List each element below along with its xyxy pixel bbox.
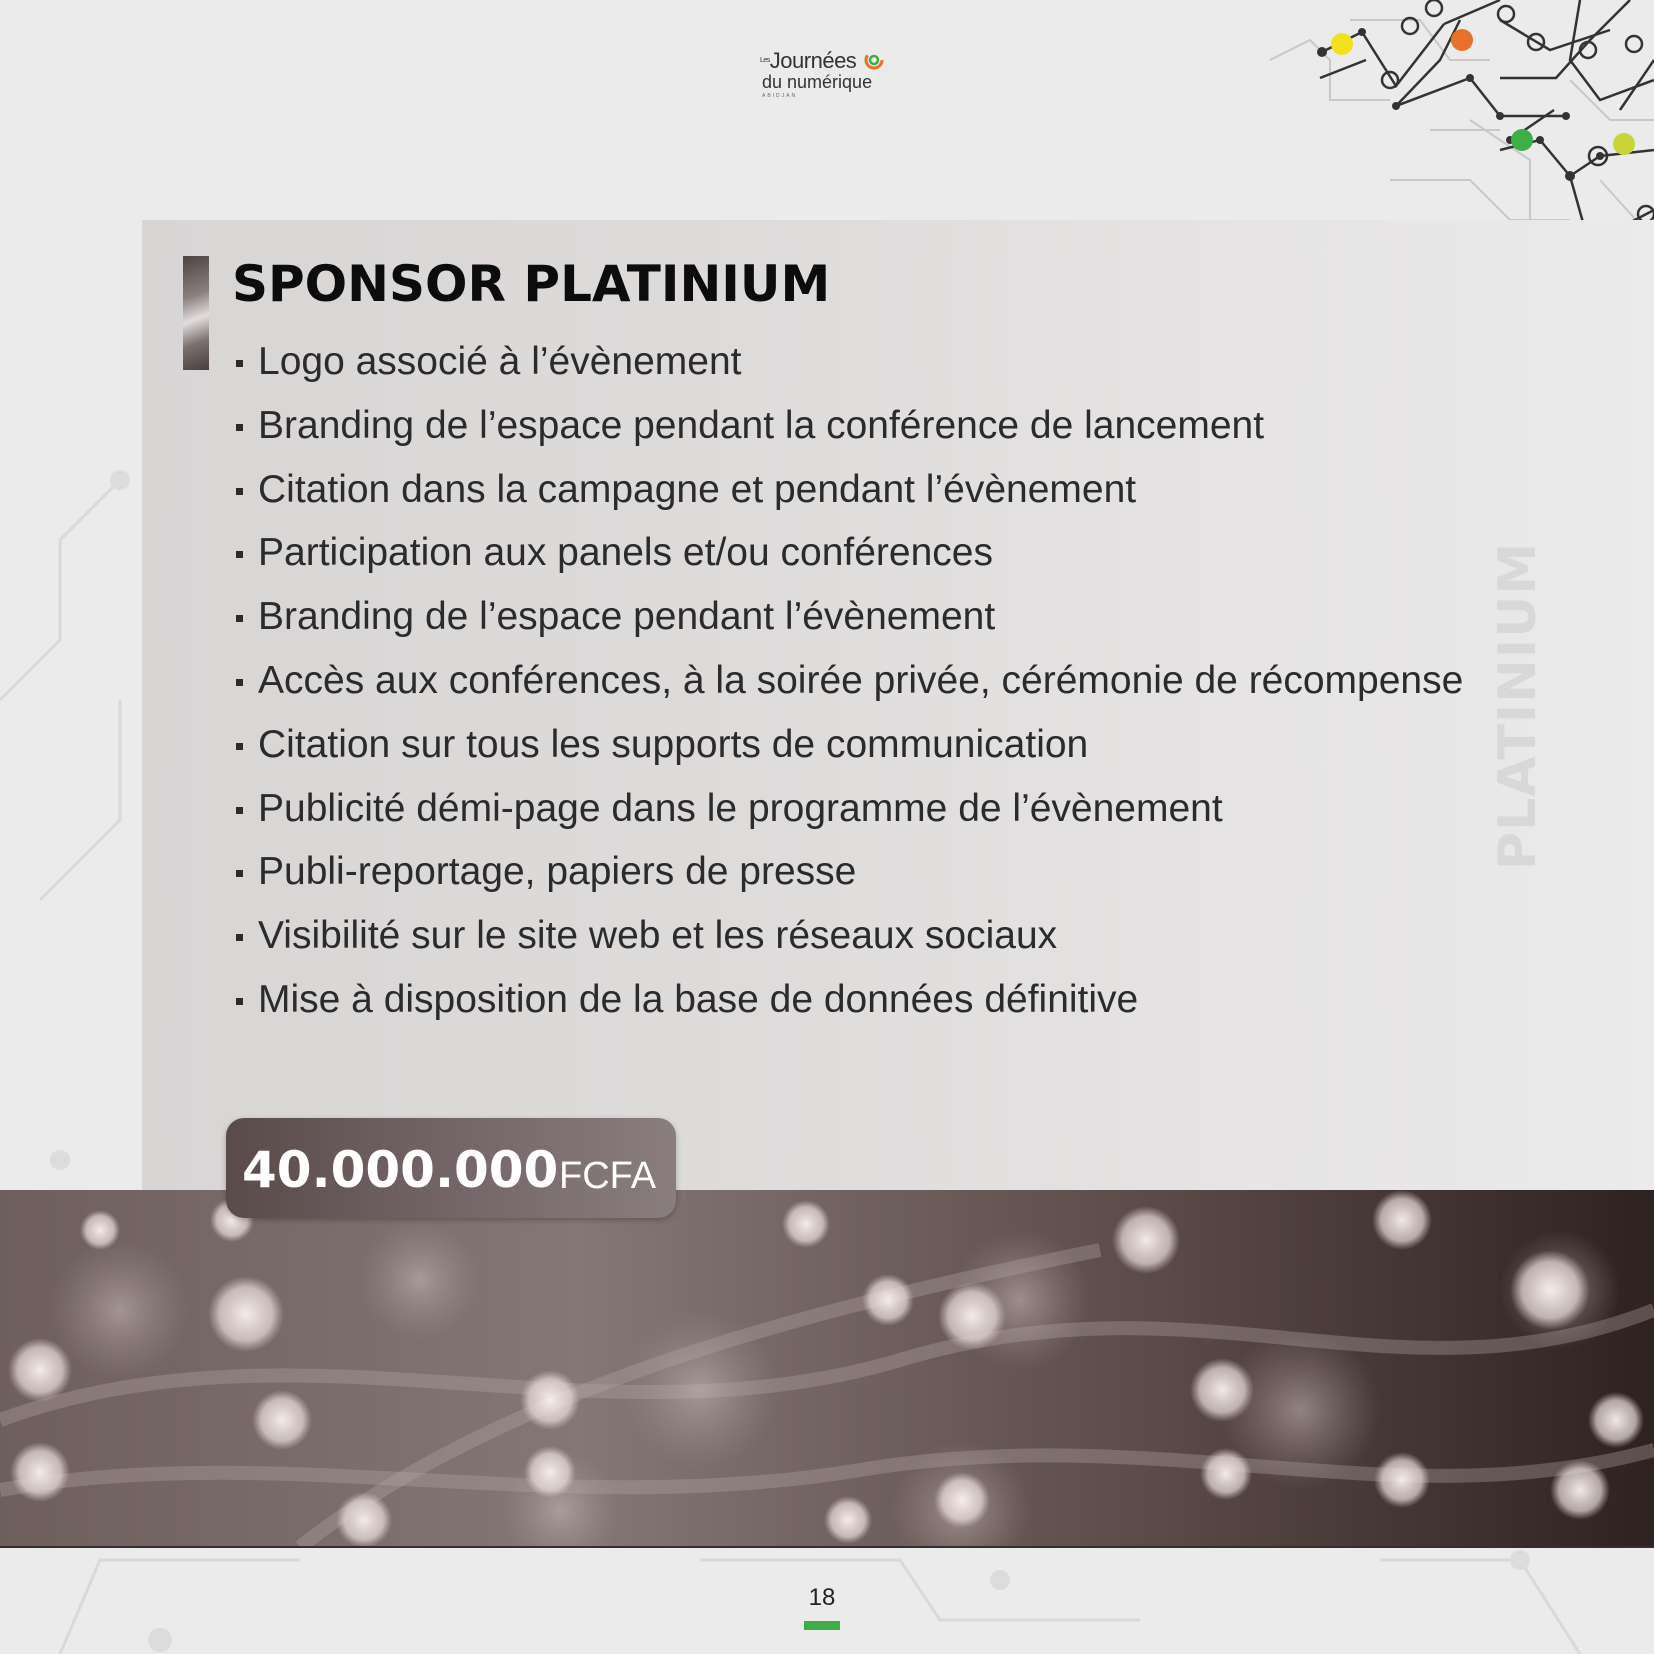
green-node-icon bbox=[1511, 129, 1533, 151]
benefit-text: Accès aux conférences, à la soirée privée, cérémonie de récompense bbox=[258, 658, 1464, 702]
bullet-icon bbox=[236, 424, 243, 431]
logo-title: Journées bbox=[769, 48, 857, 73]
price-amount: 40.000.000 bbox=[242, 1141, 559, 1199]
list-item bbox=[232, 777, 1463, 841]
orange-node-icon bbox=[1451, 29, 1473, 51]
lime-node-icon bbox=[1613, 133, 1635, 155]
list-item bbox=[232, 904, 1463, 968]
photo-bottom-border bbox=[0, 1546, 1654, 1548]
list-item bbox=[232, 330, 1463, 394]
page-number: 18 bbox=[808, 1584, 836, 1611]
benefit-text: Branding de l’espace pendant la conférence de lancement bbox=[258, 403, 1265, 447]
list-item bbox=[232, 649, 1463, 713]
section-title: SPONSOR PLATINIUM bbox=[232, 255, 831, 313]
benefit-text: Publicité démi-page dans le programme de l’évènement bbox=[258, 786, 1223, 830]
bullet-icon bbox=[236, 870, 243, 877]
price-currency: FCFA bbox=[559, 1155, 657, 1197]
benefits-list bbox=[232, 330, 1463, 1032]
bullet-icon bbox=[236, 360, 243, 367]
event-logo bbox=[760, 46, 900, 102]
benefit-text: Branding de l’espace pendant l’évènement bbox=[258, 595, 996, 639]
list-item bbox=[232, 713, 1463, 777]
side-watermark-label: PLATINIUM bbox=[1488, 541, 1548, 870]
benefit-text: Mise à disposition de la base de données définitive bbox=[258, 977, 1139, 1021]
list-item bbox=[232, 521, 1463, 585]
title-accent-bar bbox=[183, 256, 209, 370]
logo-line-3: ABIDJAN bbox=[762, 93, 798, 99]
benefit-text: Citation sur tous les supports de communication bbox=[258, 722, 1089, 766]
benefit-text: Citation dans la campagne et pendant l’évènement bbox=[258, 467, 1137, 511]
bullet-icon bbox=[236, 807, 243, 814]
bullet-icon bbox=[236, 615, 243, 622]
benefit-text: Visibilité sur le site web et les réseaux sociaux bbox=[258, 914, 1058, 958]
benefit-text: Publi-reportage, papiers de presse bbox=[258, 850, 857, 894]
bullet-icon bbox=[236, 743, 243, 750]
bokeh-photo bbox=[0, 1190, 1654, 1547]
benefit-text: Participation aux panels et/ou conférences bbox=[258, 531, 993, 575]
logo-prefix: Les bbox=[760, 57, 770, 64]
yellow-node-icon bbox=[1331, 33, 1353, 55]
bullet-icon bbox=[236, 679, 243, 686]
bullet-icon bbox=[236, 488, 243, 495]
list-item bbox=[232, 585, 1463, 649]
page-number-underline bbox=[804, 1621, 840, 1630]
bullet-icon bbox=[236, 934, 243, 941]
list-item bbox=[232, 394, 1463, 458]
list-item bbox=[232, 458, 1463, 522]
logo-line-2: du numérique bbox=[762, 72, 873, 92]
benefit-text: Logo associé à l’évènement bbox=[258, 340, 742, 383]
list-item bbox=[232, 968, 1463, 1032]
logo-line-1 bbox=[760, 50, 856, 72]
list-item bbox=[232, 840, 1463, 904]
bullet-icon bbox=[236, 998, 243, 1005]
logo-ring-icon bbox=[862, 48, 886, 72]
bullet-icon bbox=[236, 551, 243, 558]
